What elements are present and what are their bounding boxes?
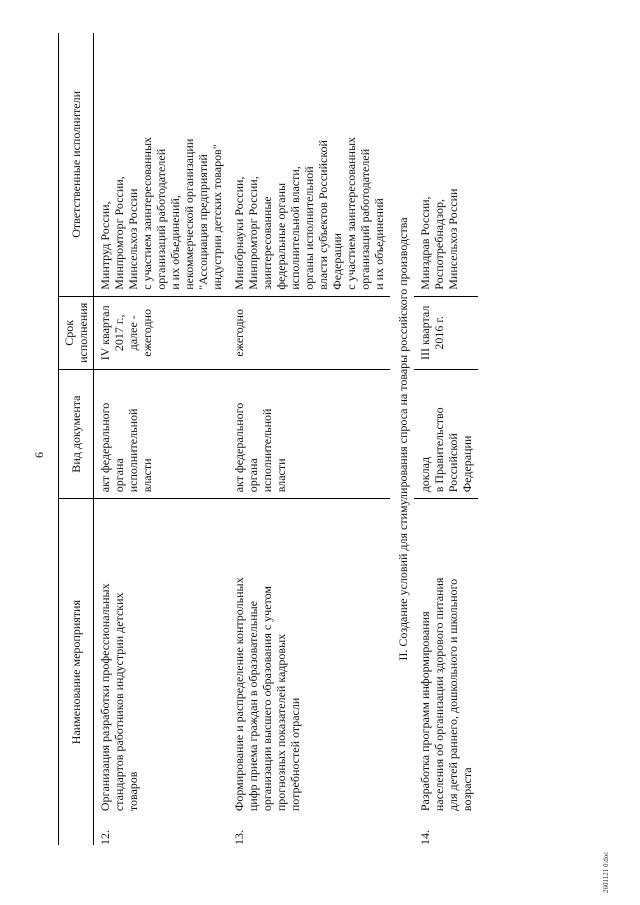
deadline-line: далее - bbox=[126, 315, 140, 351]
responsible-executors-line: и их объединений, bbox=[168, 195, 182, 290]
responsible-executors-line: "Ассоциация предприятий bbox=[196, 154, 210, 290]
measure-name-line: организации высшего образования с учетом bbox=[260, 586, 274, 812]
measure-name-line: потребностей отрасли bbox=[288, 697, 302, 812]
responsible-executors-line: с участием заинтересованных bbox=[140, 136, 154, 290]
header-term-line: исполнения bbox=[76, 302, 90, 363]
responsible-executors-line: Федерации bbox=[330, 233, 344, 290]
measure-name-line: для детей раннего, дошкольного и школьного bbox=[446, 578, 460, 812]
table-row bbox=[228, 33, 390, 845]
document-type-line: доклад bbox=[418, 456, 432, 493]
measure-name-line: стандартов работников индустрии детских bbox=[112, 592, 126, 812]
document-type-line: органа bbox=[112, 458, 126, 493]
responsible-executors-line: индустрии детских товаров" bbox=[210, 144, 224, 290]
responsible-executors-line: Минтруд России, bbox=[98, 201, 112, 290]
document-type-line: акт федерального bbox=[98, 402, 112, 493]
responsible-executors bbox=[228, 33, 390, 296]
document-type-line: исполнительной bbox=[126, 408, 140, 493]
measure-name-line: возраста bbox=[460, 767, 474, 812]
responsible-executors-line: органы исполнительной bbox=[302, 166, 316, 290]
responsible-executors-line: Минпромторг России, bbox=[246, 176, 260, 290]
responsible-executors-line: Минздрав России, bbox=[418, 196, 432, 290]
footer-code: 2601121 0.doc bbox=[602, 851, 610, 893]
measure-name bbox=[94, 499, 229, 817]
responsible-executors bbox=[94, 33, 229, 296]
measure-name bbox=[228, 499, 390, 817]
deadline bbox=[94, 296, 229, 369]
responsible-executors-line: Роспотребнадзор, bbox=[432, 198, 446, 290]
deadline bbox=[228, 296, 390, 369]
document-type-line: органа bbox=[246, 458, 260, 493]
section-title: II. Создание условий для стимулирования спроса на товары российского производства bbox=[396, 217, 410, 661]
document-type-line: Федерации bbox=[460, 435, 474, 493]
measure-name-line: населения об организации здорового питания bbox=[432, 577, 446, 812]
measure-name-line: Разработка программ информирования bbox=[418, 611, 432, 812]
responsible-executors-line: организаций работодателей bbox=[358, 148, 372, 290]
header-term-line: Срок bbox=[62, 319, 76, 346]
header-resp: Ответственные исполнители bbox=[59, 33, 94, 296]
responsible-executors-line: власти субъектов Российской bbox=[316, 140, 330, 290]
measure-name-line: Формирование и распределение контрольных bbox=[232, 577, 246, 812]
page-number: 6 bbox=[32, 452, 46, 458]
responsible-executors-line: исполнительной власти, bbox=[288, 166, 302, 290]
header-name: Наименование мероприятия bbox=[59, 499, 94, 845]
deadline bbox=[414, 296, 478, 369]
responsible-executors-line: Минсельхоз России bbox=[126, 188, 140, 290]
document-type bbox=[414, 369, 478, 498]
document-type-line: акт федерального bbox=[232, 402, 246, 493]
responsible-executors-line: Минпромторг России, bbox=[112, 176, 126, 290]
deadline-line: 2017 г., bbox=[112, 314, 126, 352]
deadline-line: III квартал bbox=[418, 305, 432, 360]
table-row bbox=[94, 33, 229, 845]
document-type bbox=[228, 369, 390, 498]
document-type-line: власти bbox=[274, 458, 288, 493]
responsible-executors-line: с участием заинтересованных bbox=[344, 136, 358, 290]
measure-name-line: Организация разработки профессиональных bbox=[98, 583, 112, 812]
document-type-line: власти bbox=[140, 458, 154, 493]
row-number: 13. bbox=[232, 830, 246, 845]
responsible-executors-line: Минсельхоз России bbox=[446, 188, 460, 290]
measure-name-line: цифр приема граждан в образовательные bbox=[246, 600, 260, 812]
measure-name bbox=[414, 499, 478, 817]
document-type-line: Российской bbox=[446, 433, 460, 493]
deadline-line: ежегодно bbox=[140, 309, 154, 357]
document-type-line: исполнительной bbox=[260, 408, 274, 493]
responsible-executors-line: федеральные органы bbox=[274, 182, 288, 290]
table-header-row bbox=[59, 33, 94, 845]
measure-name-line: прогнозных показателей кадровых bbox=[274, 633, 288, 812]
deadline-line: ежегодно bbox=[232, 309, 246, 357]
responsible-executors-line: и их объединений bbox=[372, 198, 386, 290]
responsible-executors-line: организаций работодателей bbox=[154, 148, 168, 290]
responsible-executors-line: некоммерческой организации bbox=[182, 138, 196, 290]
deadline-line: 2016 г. bbox=[432, 316, 446, 350]
document-type-line: в Правительство bbox=[432, 407, 446, 493]
measures-table bbox=[58, 33, 478, 845]
responsible-executors-line: заинтересованные bbox=[260, 196, 274, 290]
responsible-executors-line: Минобрнауки России, bbox=[232, 176, 246, 290]
responsible-executors bbox=[414, 33, 478, 296]
deadline-line: IV квартал bbox=[98, 305, 112, 361]
document-type bbox=[94, 369, 229, 498]
header-doc: Вид документа bbox=[59, 369, 94, 498]
measure-name-line: товаров bbox=[126, 771, 140, 812]
row-number: 14. bbox=[418, 830, 432, 845]
section-row bbox=[390, 33, 414, 845]
row-number: 12. bbox=[98, 830, 112, 845]
table-row bbox=[414, 33, 478, 845]
header-term bbox=[59, 296, 94, 369]
